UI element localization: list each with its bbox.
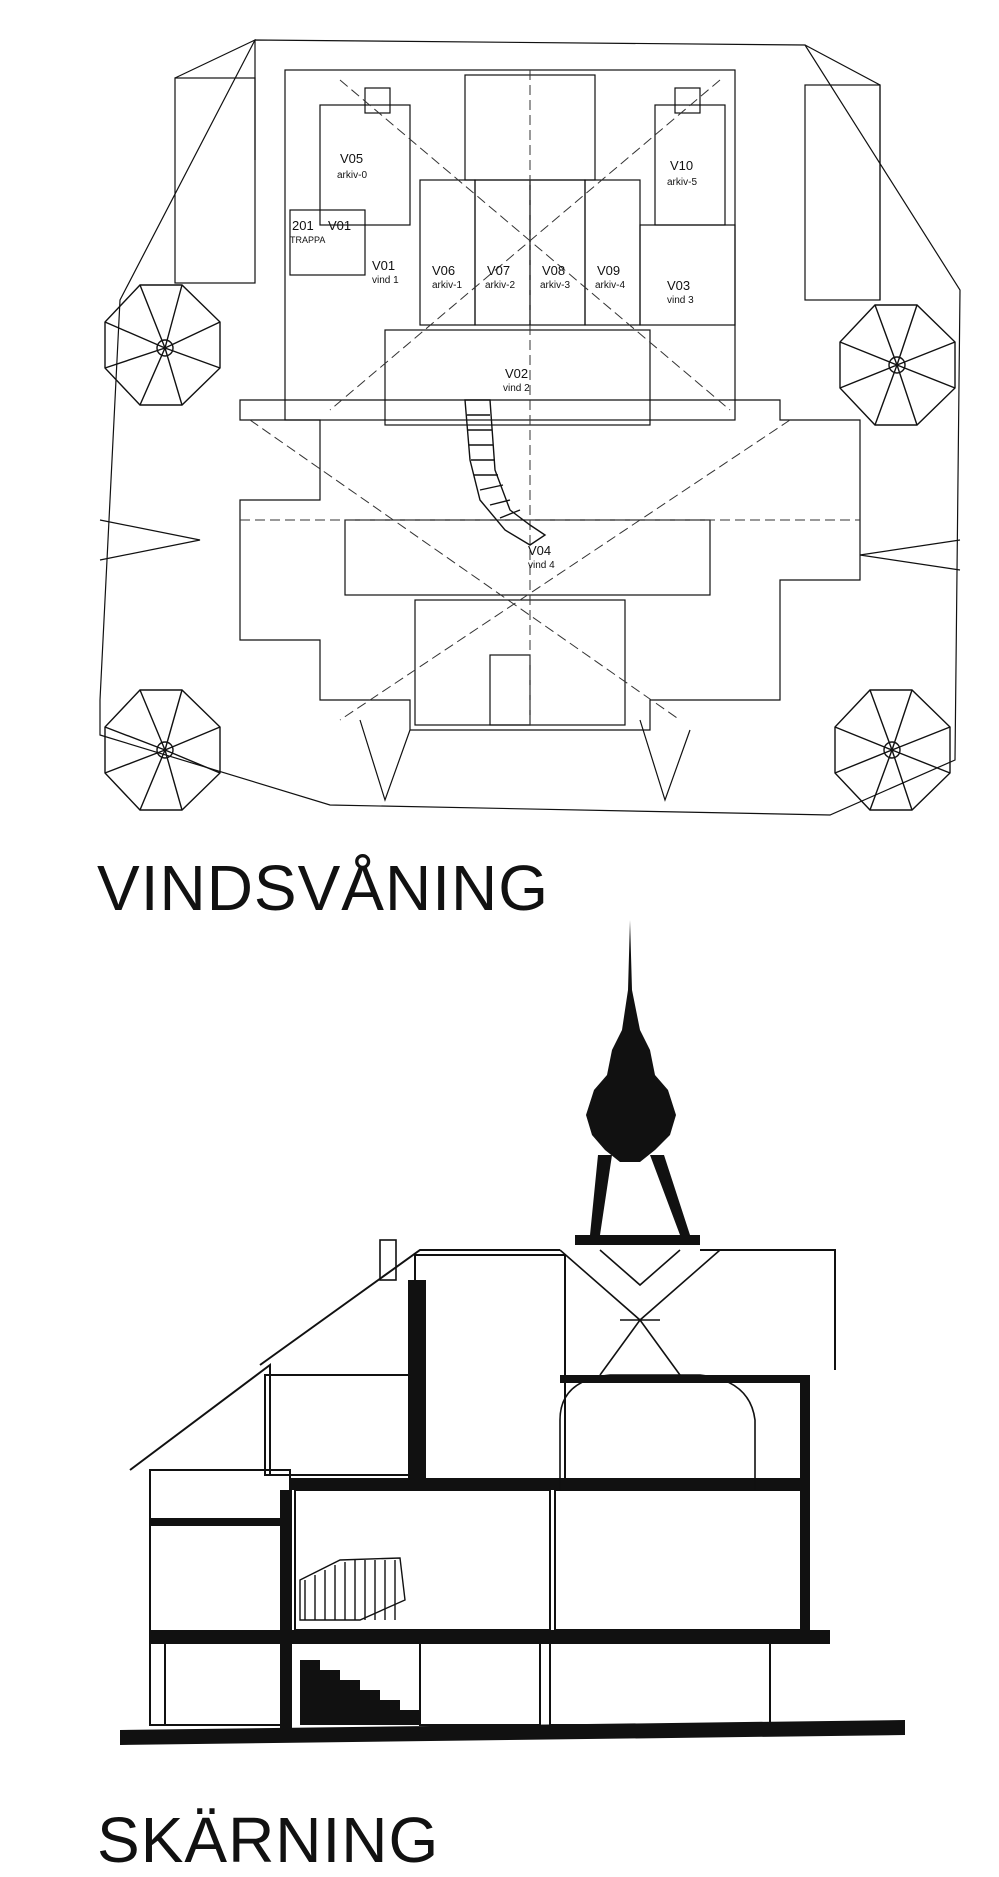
diagonal-1 — [250, 420, 680, 720]
room-v03 — [640, 225, 735, 325]
bottom-porch — [490, 655, 530, 725]
tower-northeast — [840, 305, 955, 425]
slab-upper — [290, 1478, 810, 1490]
arch — [560, 1375, 755, 1490]
room-name-201: TRAPPA — [290, 235, 326, 245]
ground-band — [120, 1720, 905, 1745]
diagonal-3 — [340, 80, 730, 410]
room-name-v08: arkiv-3 — [540, 280, 571, 291]
attic-box — [265, 1375, 410, 1475]
section-caption: SKÄRNING — [97, 1804, 440, 1876]
lower-right-room — [555, 1490, 805, 1630]
stair-steps — [300, 1660, 420, 1725]
tower-northwest — [105, 285, 220, 405]
tower-southwest — [105, 690, 220, 810]
roof-left — [130, 1365, 270, 1475]
room-id-201: 201 — [292, 218, 314, 233]
room-name-v06: arkiv-1 — [432, 280, 463, 291]
stair-treads — [467, 415, 520, 518]
ground-left — [165, 1640, 285, 1725]
spire-base — [575, 1235, 700, 1245]
slab-left — [150, 1518, 290, 1526]
ground-mid — [420, 1640, 540, 1725]
roof-right — [700, 1250, 835, 1370]
spire — [586, 920, 676, 1162]
room-name-v04: vind 4 — [528, 560, 555, 571]
gable-south-left — [360, 720, 410, 800]
room-id-v03: V03 — [667, 278, 691, 293]
room-id-v01-stair: V01 — [328, 218, 352, 233]
room-id-v04: V04 — [528, 543, 552, 558]
spire-legs-right — [650, 1155, 690, 1235]
gable-west — [100, 520, 200, 560]
room-id-v02: V02 — [505, 366, 529, 381]
gable-east — [860, 540, 960, 570]
plan-caption: VINDSVÅNING — [97, 852, 549, 924]
archive-bay-1 — [420, 180, 475, 325]
room-id-v05: V05 — [340, 151, 364, 166]
room-id-v10: V10 — [670, 158, 694, 173]
room-name-v09: arkiv-4 — [595, 280, 626, 291]
truss — [560, 1250, 720, 1375]
side-wing-right — [805, 85, 880, 300]
roof-hip-left — [175, 40, 255, 160]
room-name-v05: arkiv-0 — [337, 170, 368, 181]
roof-hip-right — [805, 45, 880, 300]
room-id-v01: V01 — [372, 258, 396, 273]
diagonal-4 — [330, 80, 720, 410]
spire-legs — [590, 1155, 612, 1235]
archive-bay-4 — [585, 180, 640, 325]
room-v05 — [320, 105, 410, 225]
wall-left-low — [280, 1490, 292, 1730]
room-id-v08: V08 — [542, 263, 566, 278]
wall-right — [800, 1380, 810, 1630]
room-id-v07: V07 — [487, 263, 511, 278]
building-section — [0, 900, 999, 1780]
left-block — [150, 1470, 290, 1725]
wall-core — [408, 1280, 426, 1485]
stair-railing — [300, 1558, 405, 1620]
gable-south-right — [640, 720, 690, 800]
room-name-v07: arkiv-2 — [485, 280, 516, 291]
upper-hall — [415, 1255, 565, 1485]
attic-floor-plan — [0, 0, 999, 840]
chimney-left — [365, 88, 390, 113]
room-name-v10: arkiv-5 — [667, 177, 698, 188]
lower-bay — [415, 600, 625, 725]
diagonal-2 — [340, 420, 790, 720]
room-id-v06: V06 — [432, 263, 456, 278]
room-name-v03: vind 3 — [667, 295, 694, 306]
side-wing-left — [175, 78, 255, 283]
room-id-v09: V09 — [597, 263, 621, 278]
slab-lower — [150, 1630, 830, 1644]
room-name-v02: vind 2 — [503, 383, 530, 394]
stair-flight — [465, 400, 545, 545]
ground-right — [550, 1640, 770, 1725]
room-name-v01: vind 1 — [372, 275, 399, 286]
tower-southeast — [835, 690, 950, 810]
lower-left-room — [295, 1490, 550, 1630]
